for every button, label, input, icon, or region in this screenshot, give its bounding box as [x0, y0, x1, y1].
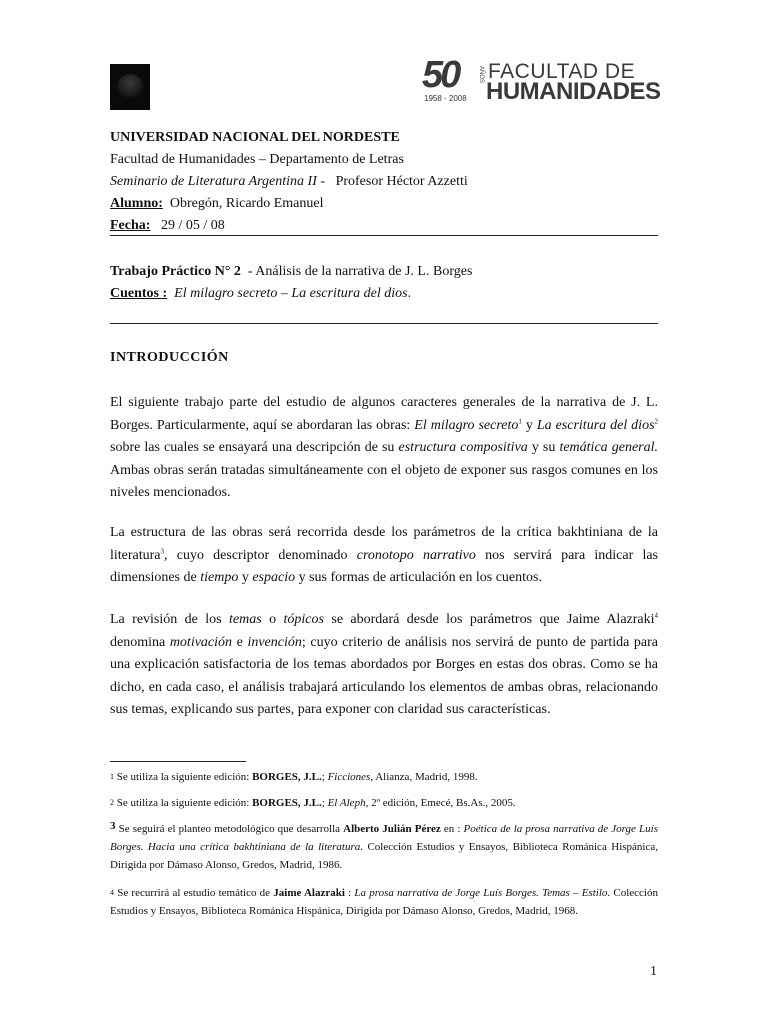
footnote-ref-1: 1 [518, 416, 522, 425]
stories-line [110, 283, 660, 305]
p1-text-e: sobre las cuales se ensayará una descripción de su [110, 440, 399, 455]
footnote-ref-2: 2 [654, 416, 659, 425]
footnote-1-text-e: , Alianza, Madrid, 1998. [370, 771, 478, 783]
footnote-2-text-c: ; [321, 797, 328, 809]
assignment-line [110, 261, 660, 283]
p1-text-a: El siguiente trabajo parte del estudio de algunos caracteres generales de la narrativa de J. L. Borges. Particularmente, aquí se abordaran las obras: [110, 395, 658, 433]
footnote-separator [110, 761, 246, 762]
p3-text-f: denomina [110, 634, 170, 650]
logo-anniversary-number: 50 [422, 54, 459, 96]
p3-term-themes: temas [229, 612, 262, 627]
section-title: INTRODUCCIÓN [110, 350, 229, 365]
footnote-4 [110, 884, 658, 920]
footnote-4-author: Jaime Alazraki [273, 887, 345, 899]
seminar-line [110, 171, 660, 193]
footnote-4-text-c: : [344, 887, 355, 899]
footnote-3-text-e: . Colección Estudios y Ensayos, Biblioteca Románica Hispánica, Dirigida por Dámaso Alonso, Gredos, Madrid, 1986. [110, 841, 658, 871]
footnote-1 [110, 768, 658, 786]
p1-text-c: y [521, 417, 537, 433]
student-name: Obregón, Ricardo Emanuel [169, 196, 324, 211]
professor-name: Profesor Héctor Azzetti [335, 174, 468, 189]
logo-anos-label: AÑOS [478, 66, 484, 84]
header-block [110, 127, 660, 237]
stories-titles: El milagro secreto – La escritura del dios [174, 286, 408, 301]
footnote-2-text-e: , 2º edición, Emecé, Bs.As., 2005. [365, 797, 516, 809]
footnote-1-author: BORGES, J.L. [252, 771, 322, 783]
university-logo-emblem [117, 74, 143, 100]
footnote-3-number: 3 [110, 820, 116, 832]
footnote-1-text-c: ; [321, 771, 328, 783]
footnote-2-author: BORGES, J.L. [252, 797, 322, 809]
p3-term-motivation: motivación [169, 634, 233, 650]
header-divider [110, 235, 658, 236]
student-label: Alumno: [110, 196, 163, 211]
p3-term-invention: invención [247, 634, 302, 650]
assignment-block [110, 261, 660, 305]
footnote-3-title: Poética de la prosa narrativa de Jorge Luís Borges. Hacia una crítica bakhtiniana de la literatura [110, 823, 658, 853]
p2-text-a: La estructura de las obras será recorrida desde los parámetros de la crítica bakhtiniana de la literatura [110, 525, 658, 563]
p1-work-2: La escritura del dios [536, 417, 655, 433]
footnote-3-author: Alberto Julián Pérez [343, 823, 441, 835]
university-name: UNIVERSIDAD NACIONAL DEL NORDESTE [110, 130, 400, 145]
student-line [110, 193, 660, 215]
seminar-name: Seminario de Literatura Argentina II [110, 174, 317, 189]
logo-line-humanidades: HUMANIDADES [486, 78, 661, 105]
paragraph-2 [110, 522, 658, 590]
p1-text-g: y su [527, 440, 560, 455]
p3-term-topics: tópicos [283, 612, 324, 627]
p2-term-chronotope: cronotopo narrativo [356, 547, 476, 563]
p2-text-f: y [238, 570, 253, 585]
footnote-3 [110, 820, 658, 874]
faculty-logo [422, 54, 664, 106]
footnote-4-text-a: Se recurrirá al estudio temático de [114, 887, 274, 899]
footnote-4-title: La prosa narrativa de Jorge Luís Borges. Temas – Estilo [354, 887, 608, 899]
p2-text-h: y sus formas de articulación en los cuentos. [295, 570, 542, 585]
p2-text-b: , cuyo descriptor denominado [164, 547, 357, 563]
faculty-name: Facultad de Humanidades – Departamento de Letras [110, 152, 404, 167]
assignment-title: Trabajo Práctico N° 2 [110, 264, 241, 279]
footnote-2-number: 2 [110, 798, 114, 807]
p3-text-a: La revisión de los [110, 612, 230, 627]
date-line [110, 215, 660, 237]
footnote-3-text-c: en : [440, 823, 464, 835]
footnote-ref-4: 4 [654, 611, 659, 620]
footnote-ref-3: 3 [160, 546, 165, 555]
p1-work-1: El milagro secreto [414, 417, 519, 433]
paragraph-3 [110, 609, 658, 722]
date-label: Fecha: [110, 218, 151, 233]
p2-term-time: tiempo [200, 570, 239, 585]
footnote-2 [110, 794, 658, 812]
assignment-subtitle: - Análisis de la narrativa de J. L. Borges [240, 264, 473, 279]
paragraph-1 [110, 392, 658, 505]
footnote-3-text-a: Se seguirá el planteo metodológico que desarrolla [115, 823, 344, 835]
university-logo [110, 64, 150, 110]
page-number: 1 [650, 964, 657, 979]
p3-text-j: ; cuyo criterio de análisis nos servirá de punto de partida para una explicación satisfactoria de los temas abordados por Borges en estas dos obras. Como se ha dicho, en cada caso, el análisis trabajará articulando los elementos de ambas obras, relacionando sus temas, explicando sus partes, para exponer con claridad sus características. [110, 634, 659, 717]
date-value: 29 / 05 / 08 [160, 218, 225, 233]
logo-years: 1958 - 2008 [424, 94, 467, 103]
footnote-4-number: 4 [110, 888, 114, 897]
p2-term-space: espacio [252, 570, 296, 585]
assignment-divider [110, 323, 658, 324]
footnote-1-number: 1 [110, 772, 114, 781]
seminar-separator: - [316, 174, 336, 189]
footnote-4-text-e: . Colección Estudios y Ensayos, Biblioteca Románica Hispánica, Dirigida por Dámaso Alonso, Gredos, Madrid, 1968. [110, 887, 658, 917]
footnote-2-title: El Aleph [327, 797, 366, 809]
stories-end: . [407, 286, 412, 301]
footnote-2-text-a: Se utiliza la siguiente edición: [114, 797, 253, 809]
footnote-1-title: Ficciones [327, 771, 371, 783]
p3-text-h: e [232, 634, 248, 650]
p2-text-d: nos servirá para indicar las dimensiones de [110, 547, 658, 585]
p3-text-c: o [261, 612, 284, 627]
p1-term-theme: temática general. [559, 440, 658, 455]
footnote-1-text-a: Se utiliza la siguiente edición: [114, 771, 253, 783]
p1-term-structure: estructura compositiva [398, 440, 528, 455]
p1-text-i: Ambas obras serán tratadas simultáneamente con el objeto de exponer sus rasgos comunes en los niveles mencionados. [110, 462, 658, 500]
p3-text-e: se abordará desde los parámetros que Jaime Alazraki [323, 612, 655, 627]
logo-line-facultad: FACULTAD DE [488, 60, 636, 83]
stories-label: Cuentos : [110, 286, 168, 301]
